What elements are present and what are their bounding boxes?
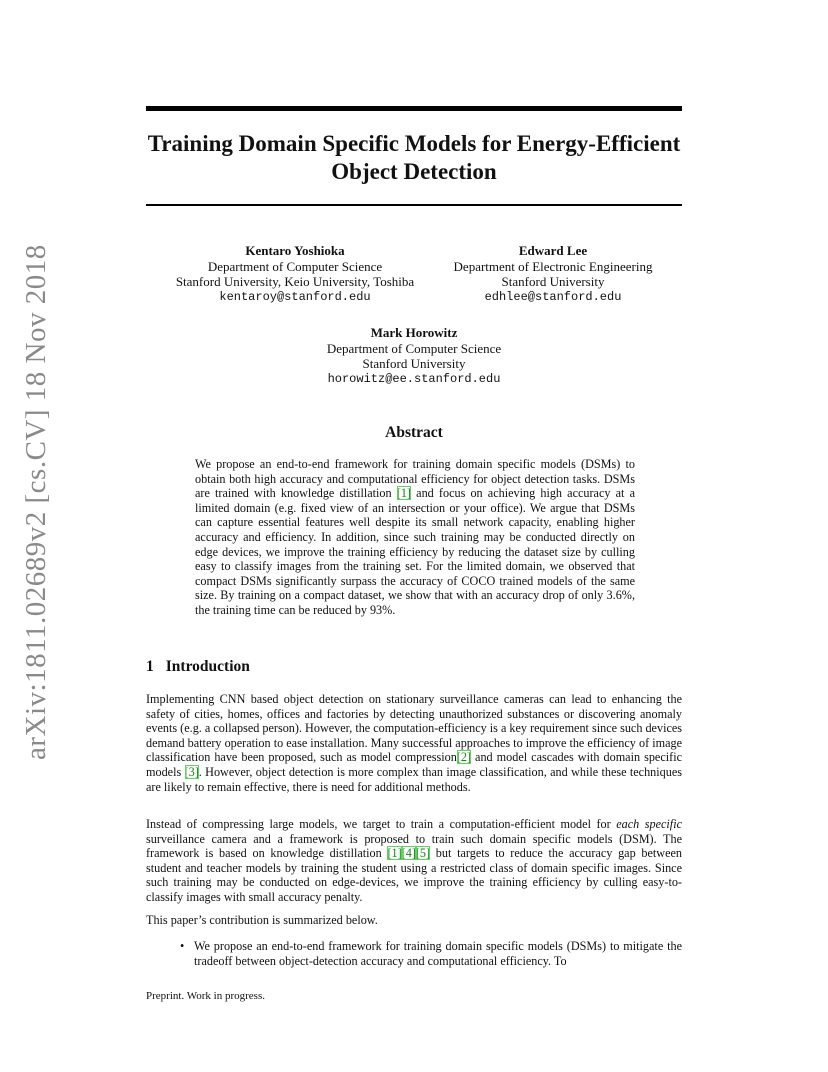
author-block-lee	[420, 243, 686, 305]
abstract-text: We propose an end-to-end framework for training domain specific models (DSMs) to obtain both high accuracy and computational efficiency for object detection tasks. DSMs are trained with knowledge distillation	[195, 457, 635, 501]
author-affiliation: Stanford University	[501, 274, 605, 289]
citation-link[interactable]: [3]	[184, 764, 199, 779]
preprint-footnote: Preprint. Work in progress.	[146, 990, 265, 1002]
list-item	[146, 939, 682, 968]
abstract-text: and focus on achieving high accuracy at a limited domain (e.g. fixed view of an intersection or your office). We argue that DSMs can capture essential features well despite its small network capacity, enabling higher accuracy and efficiency. In addition, since such training may be conducted directly on edge devices, we improve the training efficiency by reducing the dataset size by culling easy to classify images from the training set. For the limited domain, we observed that compact DSMs significantly surpass the accuracy of COCO trained models of the same size. By training on a compact dataset, we show that with an accuracy drop of only 3.6%, the training time can be reduced by 93%.	[195, 486, 635, 617]
author-email[interactable]: horowitz@ee.stanford.edu	[327, 371, 501, 386]
author-name: Kentaro Yoshioka	[245, 243, 345, 258]
paper-title-line-2: Object Detection	[331, 159, 497, 184]
abstract-body	[195, 457, 635, 618]
section-number: 1	[146, 658, 154, 675]
title-bottom-rule	[146, 204, 682, 206]
section-heading-introduction	[146, 658, 250, 676]
title-top-rule	[146, 106, 682, 111]
contribution-list	[146, 939, 682, 968]
author-email[interactable]: edhlee@stanford.edu	[484, 289, 622, 304]
paragraph-text: and model cascades with domain specific models	[146, 750, 682, 779]
paragraph-text: . However, object detection is more complex than image classification, and while these techniques are likely to remain effective, there is need for additional methods.	[146, 764, 682, 794]
paragraph-text: Instead of compressing large models, we target to train a computation-efficient model for	[146, 817, 617, 831]
author-block-yoshioka	[160, 243, 430, 305]
section-title: Introduction	[165, 658, 250, 675]
intro-paragraph-1	[146, 692, 682, 794]
paragraph-text: but targets to reduce the accuracy gap between student and teacher models by training the student using a restricted class of domain specific images. Since such training may be conducted on edge-devices, we improve the training efficiency by culling easy-to-classify images with small accuracy penalty.	[146, 846, 682, 904]
citation-link[interactable]: [1]	[396, 486, 411, 501]
author-affiliation: Department of Computer Science	[326, 340, 502, 356]
author-name: Mark Horowitz	[370, 325, 458, 340]
author-affiliation: Department of Computer Science	[207, 258, 383, 274]
paragraph-text: Implementing CNN based object detection on stationary surveillance cameras can lead to enhancing the safety of cities, homes, offices and factories by detecting unauthorized substances or discovering anomaly events (e.g. a collapsed person). However, the computation-efficiency is a key requirement since such devices demand battery operation to ease installation. Many successful approaches to improve the efficiency of image classification have been proposed, such as model compression	[146, 692, 683, 765]
list-item-text: We propose an end-to-end framework for training domain specific models (DSMs) to mitigate the tradeoff between object-detection accuracy and computational efficiency. To	[194, 939, 682, 968]
paper-title-line-1: Training Domain Specific Models for Energy-Efficient	[147, 131, 681, 156]
intro-paragraph-2	[146, 817, 682, 905]
citation-link[interactable]: [4]	[401, 846, 416, 861]
citation-link[interactable]: [2]	[456, 750, 472, 765]
citation-link[interactable]: [1]	[387, 846, 402, 861]
abstract-heading: Abstract	[385, 424, 443, 441]
author-affiliation: Department of Electronic Engineering	[453, 258, 653, 274]
author-email[interactable]: kentaroy@stanford.edu	[219, 289, 371, 304]
author-affiliation: Stanford University, Keio University, Toshiba	[175, 274, 415, 289]
emphasized-text: each specific	[616, 817, 682, 831]
intro-paragraph-3: This paper’s contribution is summarized below.	[146, 913, 378, 927]
author-block-horowitz	[270, 325, 558, 387]
author-affiliation: Stanford University	[362, 356, 466, 371]
bullet-icon: •	[180, 939, 185, 953]
paper-title	[146, 130, 682, 186]
arxiv-identifier-stamp: arXiv:1811.02689v2 [cs.CV] 18 Nov 2018	[20, 244, 52, 760]
author-name: Edward Lee	[518, 243, 588, 258]
paragraph-text: surveillance camera and a framework is proposed to train such domain specific models (DSM). The framework is based on knowledge distillation	[146, 831, 682, 861]
citation-link[interactable]: [5]	[415, 846, 431, 861]
